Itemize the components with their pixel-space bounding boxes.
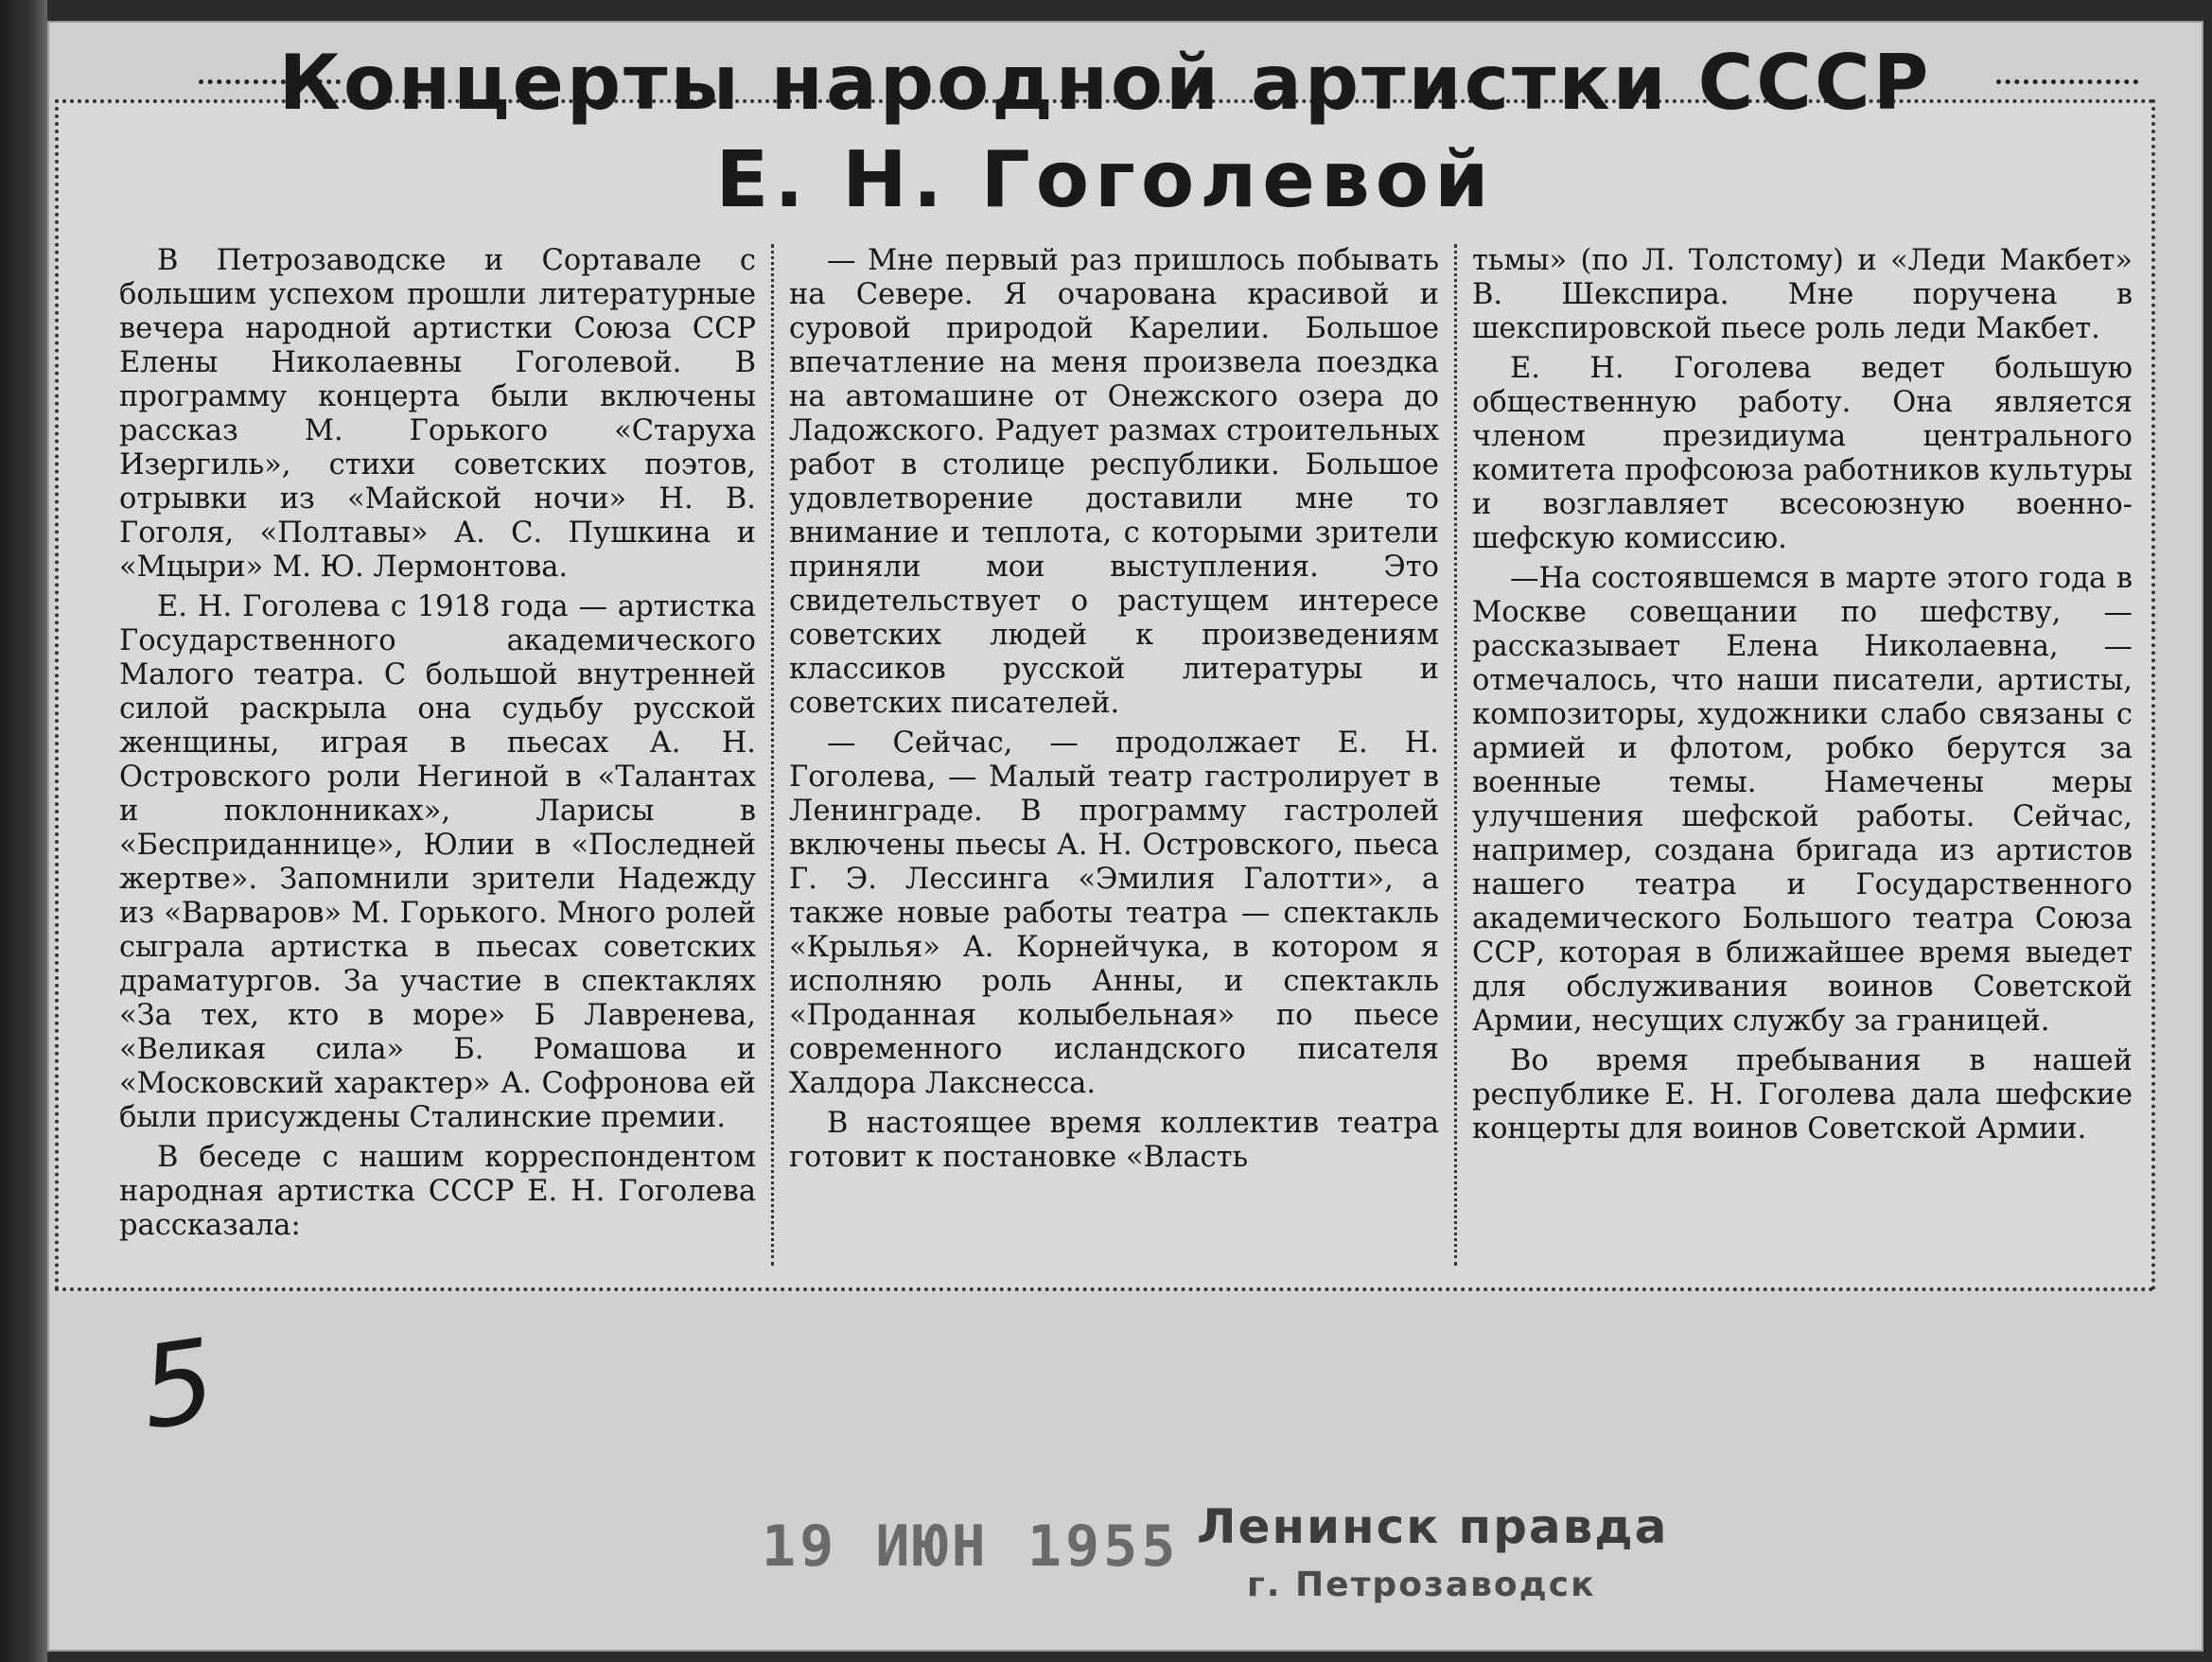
stamp-city: г. Петрозаводск [1247, 1566, 1596, 1604]
headline-line-2: Е. Н. Гоголевой [715, 135, 1495, 225]
article-columns [104, 244, 2148, 1266]
paragraph: Е. Н. Гоголева ведет большую общественную работу. Она является членом президиума центрального комитета профсоюза работников культуры и возглавляет всесоюзную военно-шефскую комиссию. [1472, 352, 2133, 555]
headline-line-1: Концерты народной артистки СССР [278, 39, 1932, 127]
paragraph: Е. Н. Гоголева с 1918 года — артистка Государственного академического Малого театра. С большой внутренней силой раскрыла она судьбу русской женщины, играя в пьесах А. Н. Островского роли Негиной в «Талантах и поклонниках», Ларисы в «Бесприданнице», Юлии в «Последней жертве». Запомнили зрители Надежду из «Варваров» М. Горького. Много ролей сыграла артистка в пьесах советских драматургов. За участие в спектаклях «За тех, кто в море» Б Лавренева, «Великая сила» Б. Ромашова и «Московский характер» А. Софронова ей были присуждены Сталинские премии. [119, 590, 756, 1134]
handwritten-number: 5 [132, 1315, 223, 1456]
paragraph: В Петрозаводске и Сортавале с большим успехом прошли литературные вечера народной артистки Союза ССР Елены Николаевны Гоголевой. В программу концерта были включены рассказ М. Горького «Старуха Изергиль», стихи советских поэтов, отрывки из «Майской ночи» Н. В. Гоголя, «Полтавы» А. С. Пушкина и «Мцыри» М. Ю. Лермонтова. [119, 244, 756, 584]
paragraph: В беседе с нашим корреспондентом народная артистка СССР Е. Н. Гоголева рассказала: [119, 1141, 756, 1242]
paragraph: —На состоявшемся в марте этого года в Москве совещании по шефству, — рассказывает Елена Николаевна, — отмечалось, что наши писатели, артисты, композиторы, художники слабо связаны с армией и флотом, робко берутся за военные темы. Намечены меры улучшения шефской работы. Сейчас, например, создана бригада из артистов нашего театра и Государственного академического Большого театра Союза ССР, которая в ближайшее время выедет для обслуживания воинов Советской Армии, несущих службу за границей. [1472, 562, 2133, 1038]
paragraph: Во время пребывания в нашей республике Е. Н. Гоголева дала шефские концерты для воинов Советской Армии. [1472, 1044, 2133, 1146]
paragraph: — Мне первый раз пришлось побывать на Севере. Я очарована красивой и суровой природой Карелии. Большое впечатление на меня произвела поездка на автомашине от Онежского озера до Ладожского. Радует размах строительных работ в столице республики. Большое удовлетворение доставили мне то внимание и теплота, с которыми зрители приняли мои выступления. Это свидетельствует о растущем интересе советских людей к произведениям классиков русской литературы и советских писателей. [789, 244, 1439, 720]
paragraph: тьмы» (по Л. Толстому) и «Леди Макбет» В. Шекспира. Мне поручена в шекспировской пьесе роль леди Макбет. [1472, 244, 2133, 345]
stamp-newspaper-name: Ленинск правда [1197, 1499, 1669, 1554]
article-column-1 [104, 244, 771, 1266]
scan-left-edge [0, 0, 47, 1662]
stamp-date: 19 ИЮН 1955 [762, 1513, 1180, 1580]
article-column-3 [1454, 244, 2148, 1266]
paragraph: — Сейчас, — продолжает Е. Н. Гоголева, — Малый театр гастролирует в Ленинграде. В программу гастролей включены пьесы А. Н. Островского, пьеса Г. Э. Лессинга «Эмилия Галотти», а также новые работы театра — спектакль «Крылья» А. Корнейчука, в котором я исполняю роль Анны, и спектакль «Проданная колыбельная» по пьесе современного исландского писателя Халдора Лакснесса. [789, 726, 1439, 1100]
paragraph: В настоящее время коллектив театра готовит к постановке «Власть [789, 1107, 1439, 1174]
article-column-2 [771, 244, 1454, 1266]
